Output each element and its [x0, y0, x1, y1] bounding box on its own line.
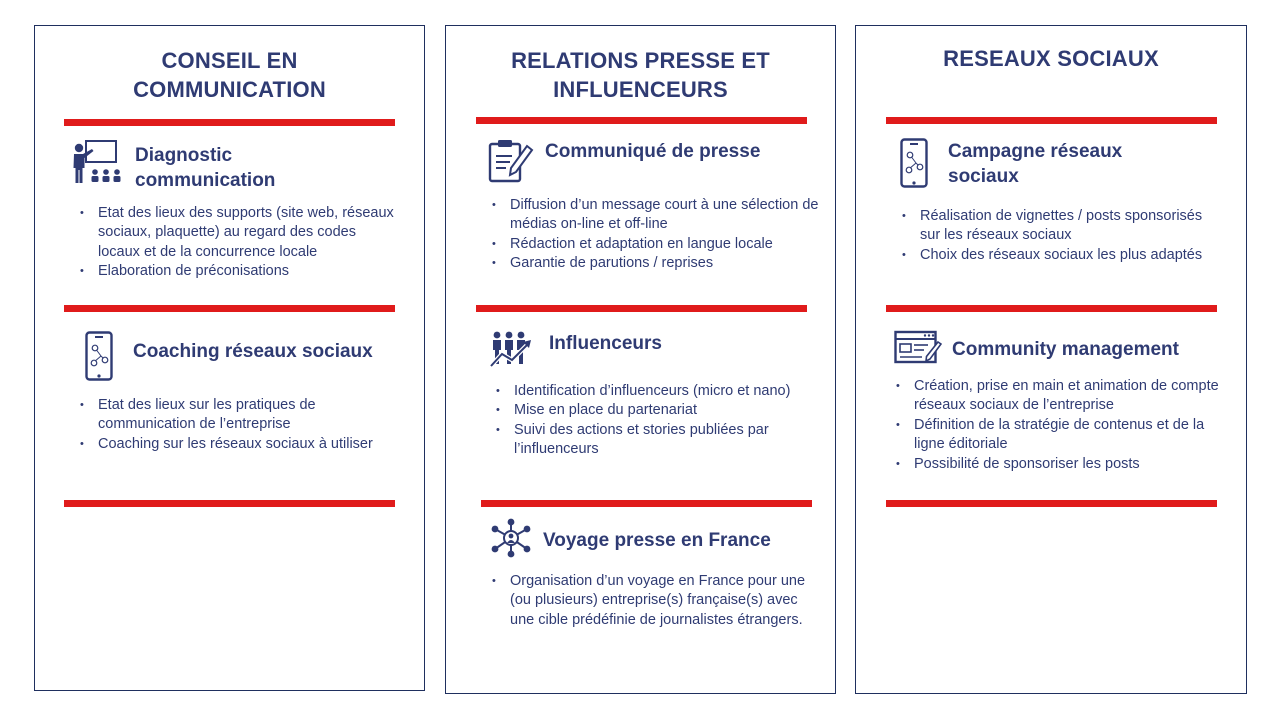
smartphone-network-icon	[85, 331, 113, 381]
red-divider	[886, 305, 1217, 312]
section-title-community: Community management	[952, 339, 1179, 360]
section-title-campagne: Campagne réseaux sociaux	[948, 141, 1123, 187]
list-item: • Rédaction et adaptation en langue locale	[510, 235, 820, 254]
bullet-list	[490, 196, 820, 274]
clipboard-pen-icon	[488, 138, 534, 184]
column-title: RELATIONS PRESSE ET INFLUENCEURS	[511, 48, 770, 102]
list-item: • Suivi des actions et stories publiées par l’influenceurs	[514, 421, 824, 460]
column-title: RESEAUX SOCIAUX	[943, 46, 1159, 71]
bullet-list	[894, 377, 1224, 474]
section-title-communique: Communiqué de presse	[545, 141, 761, 162]
red-divider	[64, 119, 395, 126]
bullet-list	[900, 207, 1220, 265]
smartphone-network-icon	[900, 137, 928, 189]
column-conseil	[34, 25, 425, 691]
list-item: • Identification d’influenceurs (micro et nano)	[514, 382, 824, 401]
list-item: • Définition de la stratégie de contenus et de la ligne éditoriale	[914, 416, 1224, 455]
list-item: • Création, prise en main et animation de compte réseaux sociaux de l’entreprise	[914, 377, 1224, 416]
list-item: • Choix des réseaux sociaux les plus adaptés	[920, 246, 1220, 265]
bullet-list	[78, 396, 398, 454]
list-item: • Garantie de parutions / reprises	[510, 254, 820, 273]
column-title: CONSEIL EN COMMUNICATION	[133, 48, 326, 102]
section-title-voyage: Voyage presse en France	[543, 530, 771, 551]
list-item: • Organisation d’un voyage en France pour une (ou plusieurs) entreprise(s) française(s) avec une cible prédéfinie de journalistes étrangers.	[510, 572, 820, 630]
section-title-coaching: Coaching réseaux sociaux	[133, 341, 373, 362]
red-divider	[481, 500, 812, 507]
list-item: • Possibilité de sponsoriser les posts	[914, 455, 1224, 474]
column-reseaux-sociaux	[855, 25, 1247, 694]
browser-window-icon	[894, 330, 942, 364]
column-relations-presse	[445, 25, 836, 694]
section-title-diagnostic: Diagnostic communication	[135, 145, 276, 191]
list-item: • Mise en place du partenariat	[514, 401, 824, 420]
list-item: • Réalisation de vignettes / posts sponsorisés sur les réseaux sociaux	[920, 207, 1220, 246]
red-divider	[64, 500, 395, 507]
red-divider	[476, 305, 807, 312]
people-growth-icon	[490, 330, 536, 370]
list-item: • Etat des lieux des supports (site web, réseaux sociaux, plaquette) au regard des codes locaux et de la concurrence locale	[98, 204, 398, 262]
red-divider	[476, 117, 807, 124]
bullet-list	[78, 204, 398, 282]
red-divider	[64, 305, 395, 312]
red-divider	[886, 117, 1217, 124]
section-title-influenceurs: Influenceurs	[549, 333, 662, 354]
list-item: • Etat des lieux sur les pratiques de communication de l’entreprise	[98, 396, 398, 435]
list-item: • Elaboration de préconisations	[98, 262, 398, 281]
red-divider	[886, 500, 1217, 507]
list-item: • Diffusion d’un message court à une sélection de médias on-line et off-line	[510, 196, 820, 235]
bullet-list	[494, 382, 824, 460]
list-item: • Coaching sur les réseaux sociaux à utiliser	[98, 435, 398, 454]
presentation-teacher-icon	[71, 140, 123, 186]
bullet-list	[490, 572, 820, 630]
network-hub-icon	[490, 518, 532, 558]
